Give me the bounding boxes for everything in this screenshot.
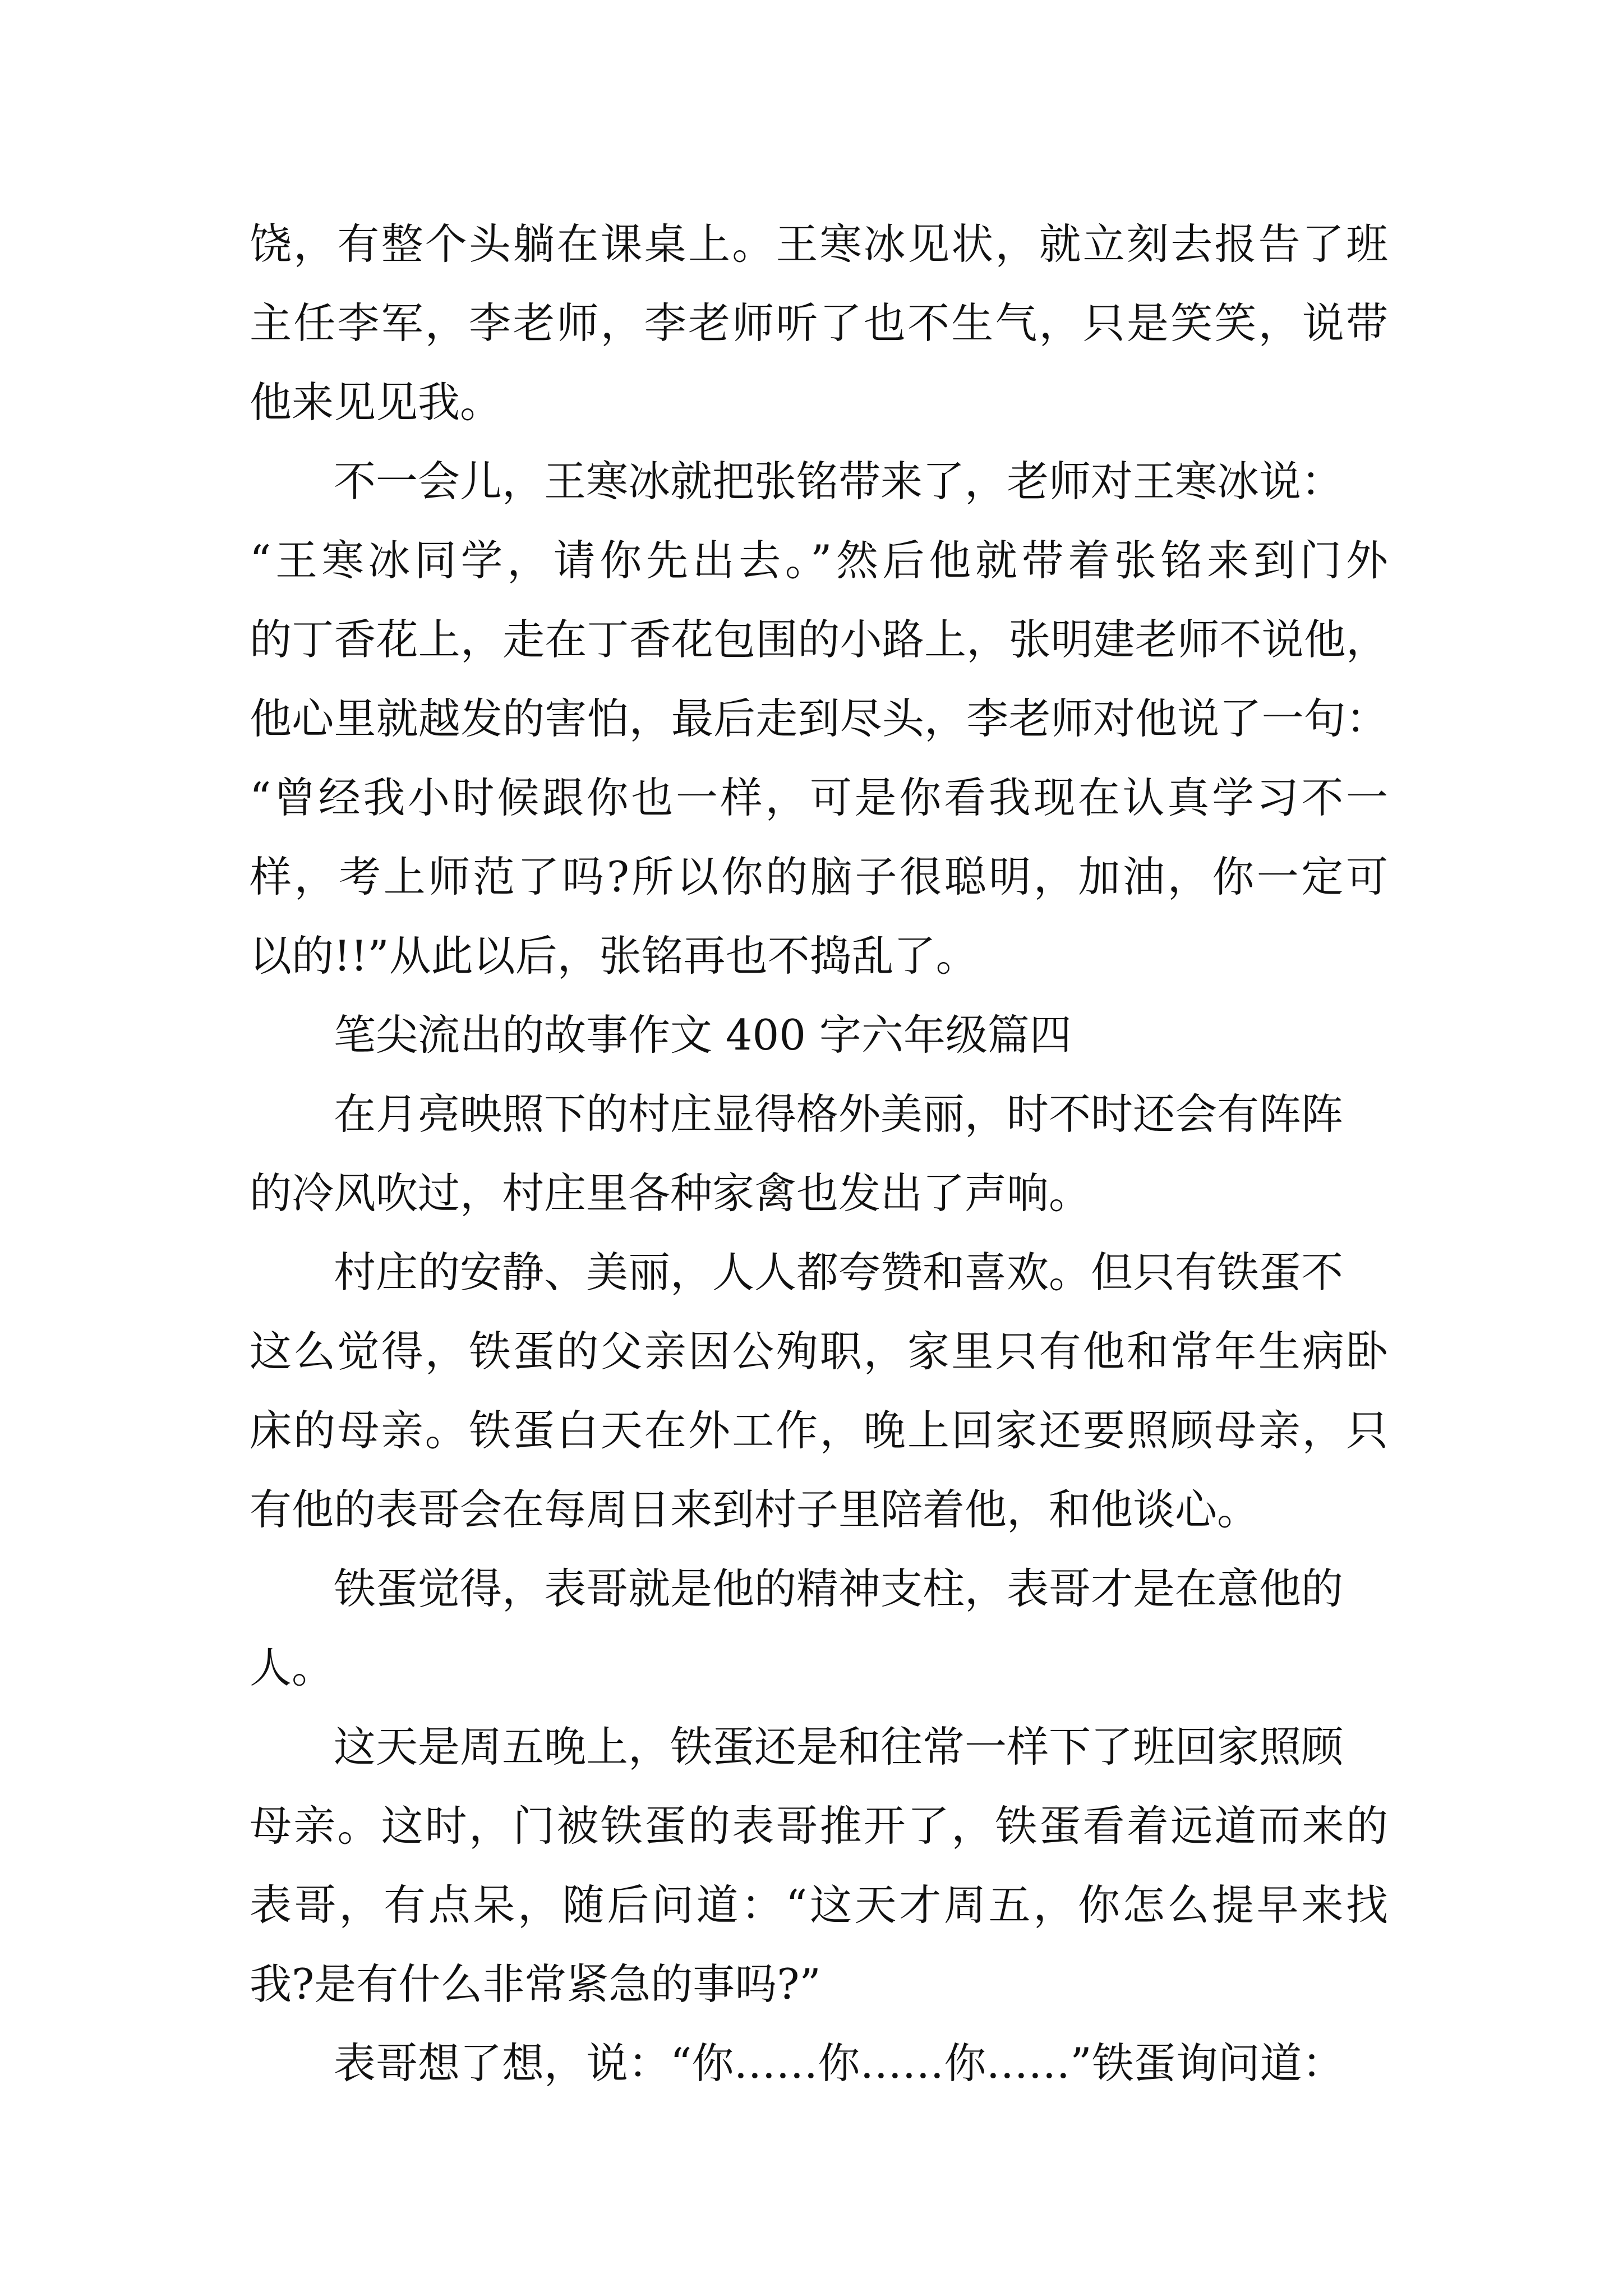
text-line: 有他的表哥会在每周日来到村子里陪着他，和他谈心。: [250, 1485, 1260, 1534]
text-line: 的丁香花上，走在丁香花包围的小路上，张明建老师不说他，: [250, 615, 1388, 664]
paragraph-start-line: 不一会儿，王寒冰就把张铭带来了，老师对王寒冰说：: [334, 457, 1344, 506]
text-line: 饶，有整个头躺在课桌上。王寒冰见状，就立刻去报告了班: [250, 219, 1388, 269]
paragraph-start-line: 在月亮映照下的村庄显得格外美丽，时不时还会有阵阵: [334, 1089, 1344, 1139]
text-line: 表哥，有点呆，随后问道：“这天才周五，你怎么提早来找: [250, 1880, 1388, 1930]
text-line: 他来见见我。: [250, 378, 502, 427]
paragraph-start-line: 铁蛋觉得，表哥就是他的精神支柱，表哥才是在意他的: [334, 1564, 1344, 1613]
text-line: 母亲。这时，门被铁蛋的表哥推开了，铁蛋看着远道而来的: [250, 1801, 1388, 1851]
paragraph-start-line: 村庄的安静、美丽，人人都夸赞和喜欢。但只有铁蛋不: [334, 1248, 1344, 1297]
text-line: 的冷风吹过，村庄里各种家禽也发出了声响。: [250, 1168, 1091, 1218]
section-heading: 笔尖流出的故事作文 400 字六年级篇四: [334, 1010, 1072, 1060]
text-line: 人。: [250, 1643, 334, 1692]
text-line: 床的母亲。铁蛋白天在外工作，晚上回家还要照顾母亲，只: [250, 1406, 1388, 1455]
text-line: 我?是有什么非常紧急的事吗?”: [250, 1959, 821, 2009]
text-line: 这么觉得，铁蛋的父亲因公殉职，家里只有他和常年生病卧: [250, 1327, 1388, 1376]
paragraph-start-line: 这天是周五晚上，铁蛋还是和往常一样下了班回家照顾: [334, 1722, 1344, 1772]
text-line: 样，考上师范了吗?所以你的脑子很聪明，加油，你一定可: [250, 852, 1388, 901]
text-line: 以的!!”从此以后，张铭再也不捣乱了。: [250, 931, 978, 981]
text-line: 主任李军，李老师，李老师听了也不生气，只是笑笑，说带: [250, 298, 1388, 348]
text-line: 他心里就越发的害怕，最后走到尽头，李老师对他说了一句：: [250, 694, 1388, 743]
text-line: “王寒冰同学，请你先出去。”然后他就带着张铭来到门外: [250, 536, 1388, 585]
body-text: [250, 205, 1388, 2103]
paragraph-start-line: 表哥想了想，说：“你……你……你……”铁蛋询问道：: [334, 2039, 1344, 2088]
text-line: “曾经我小时候跟你也一样，可是你看我现在认真学习不一: [250, 773, 1388, 822]
